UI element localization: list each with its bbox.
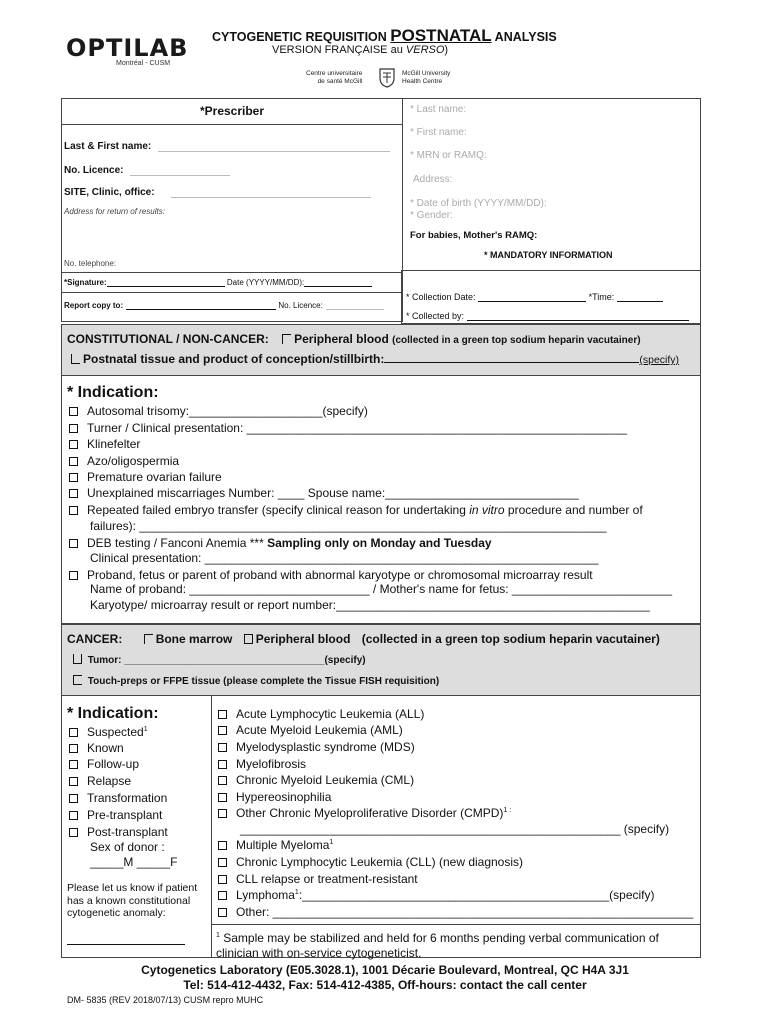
ind-embryo-label: Repeated failed embryo transfer (specify clinical reason for undertaking (87, 503, 466, 517)
version-prefix: VERSION FRANÇAISE au (272, 44, 403, 56)
indication-column-divider (211, 696, 212, 958)
ind2-cll[interactable] (218, 855, 523, 869)
collection-date-row (406, 292, 663, 302)
version-italic: VERSO (405, 44, 445, 56)
checkbox[interactable] (69, 440, 78, 449)
peripheral-blood-option[interactable] (282, 332, 389, 346)
postnatal-tissue-row[interactable] (71, 351, 679, 366)
checkbox[interactable] (69, 794, 78, 803)
tumor-row[interactable] (73, 654, 366, 666)
report-licence-field[interactable] (326, 309, 384, 310)
patient-address[interactable]: Address: (413, 174, 453, 185)
site-label: SITE, Clinic, office: (64, 187, 155, 198)
ind2-myeloma-label: Multiple Myeloma (236, 838, 330, 852)
ind-deb-bold: Sampling only on Monday and Tuesday (267, 536, 492, 550)
cusm-left-line1: Centre universitaire (306, 70, 363, 77)
sex-donor-label: Sex of donor : (90, 840, 165, 854)
bone-marrow-option[interactable] (144, 632, 233, 646)
signature-label: *Signature: (64, 278, 107, 287)
ind-clinical-presentation: Clinical presentation: ___________________________________________________________ (90, 551, 599, 565)
title-prefix: CYTOGENETIC REQUISITION (212, 30, 387, 44)
footnote-text: Sample may be stabilized and held for 6 months pending verbal communication of clinician with on-service cytogeneticist. (216, 931, 659, 960)
licence-row (64, 165, 230, 176)
checkbox[interactable] (218, 841, 227, 850)
ind-autosomal-label: Autosomal trisomy:____________________(specify) (87, 404, 368, 418)
site-row (64, 187, 371, 198)
prescriber-divider-1 (61, 272, 403, 273)
ind2-known[interactable] (69, 741, 124, 755)
checkbox[interactable] (69, 506, 78, 515)
checkbox[interactable] (69, 744, 78, 753)
cusm-right-line2: Health Centre (402, 78, 443, 85)
touch-preps-row[interactable] (73, 675, 439, 687)
date-field[interactable] (304, 286, 372, 287)
bone-marrow-label: Bone marrow (155, 632, 233, 646)
ind2-cmpd-label: Other Chronic Myeloproliferative Disorder (CMPD) (236, 806, 504, 820)
ind2-posttransplant-label: Post-transplant (87, 825, 168, 839)
ind-azo-label: Azo/oligospermia (87, 454, 180, 468)
cusm-left-line2: de santé McGill (317, 78, 363, 85)
tumor-checkbox[interactable] (73, 654, 82, 664)
anomaly-field[interactable] (67, 944, 185, 945)
collected-by-row (406, 311, 689, 321)
version-suffix: ) (444, 44, 449, 56)
postnatal-specify: (specify) (639, 354, 680, 366)
collected-by-field[interactable] (467, 320, 689, 321)
ind-miscarriages-label: Unexplained miscarriages Number: ____ Spouse name:_____________________________ (87, 486, 579, 500)
ind-embryo[interactable] (69, 503, 643, 517)
ind2-lymphoma-specify[interactable]: :______________________________________________(specify) (298, 888, 655, 902)
ind2-hypereosinophilia[interactable] (218, 790, 331, 804)
ind-name-proband: Name of proband: ___________________________ / Mother's name for fetus: ________________________ (90, 582, 673, 596)
bone-marrow-checkbox[interactable] (144, 634, 153, 644)
ind2-transformation-label: Transformation (87, 791, 168, 805)
ind-turner-label: Turner / Clinical presentation: _________________________________________________________ (87, 421, 628, 435)
collection-date-field[interactable] (478, 301, 586, 302)
ind-deb-label: DEB testing / Fanconi Anemia *** (87, 536, 264, 550)
footer-address: Cytogenetics Laboratory (E05.3028.1), 1001 Décarie Boulevard, Montreal, QC H4A 3J1 (141, 963, 629, 977)
ind2-relapse[interactable] (69, 774, 131, 788)
postnatal-tissue-checkbox[interactable] (71, 354, 80, 364)
checkbox[interactable] (69, 424, 78, 433)
cancer-peripheral-option[interactable] (244, 632, 351, 646)
ind-klinefelter-label: Klinefelter (87, 437, 141, 451)
checkbox[interactable] (69, 407, 78, 416)
patient-dob[interactable]: * Date of birth (YYYY/MM/DD): (410, 198, 547, 209)
ind2-cll-relapse[interactable] (218, 872, 418, 886)
checkbox[interactable] (218, 726, 227, 735)
ind2-transformation[interactable] (69, 791, 167, 805)
report-licence-label: No. Licence: (278, 301, 323, 310)
ind-karyotype: Karyotype/ microarray result or report number:_______________________________________________ (90, 598, 650, 612)
ind2-myelofibrosis[interactable] (218, 757, 306, 771)
address-note: Address for return of results: (64, 207, 165, 216)
tumor-label: Tumor: ____________________________________(specify) (87, 655, 366, 666)
checkbox[interactable] (69, 539, 78, 548)
touch-preps-checkbox[interactable] (73, 675, 82, 685)
ind-embryo-italic: in vitro (469, 503, 505, 517)
optilab-logo: OPTILAB (66, 34, 189, 62)
footer-contact: Tel: 514-412-4432, Fax: 514-412-4385, Off-hours: contact the call center (183, 978, 587, 992)
document-id: DM- 5835 (REV 2018/07/13) CUSM repro MUHC (67, 995, 264, 1005)
checkbox[interactable] (218, 891, 227, 900)
checkbox[interactable] (218, 875, 227, 884)
checkbox[interactable] (69, 828, 78, 837)
checkbox[interactable] (69, 728, 78, 737)
indication-title-1: * Indication: (67, 384, 159, 401)
prescriber-heading: *Prescriber (61, 98, 403, 125)
checkbox[interactable] (69, 571, 78, 580)
patient-last-name[interactable]: * Last name: (410, 104, 467, 115)
ind2-aml-label: Acute Myeloid Leukemia (AML) (236, 723, 403, 737)
ind2-cml[interactable] (218, 773, 414, 787)
peripheral-blood-label: Peripheral blood (294, 332, 389, 346)
checkbox[interactable] (69, 457, 78, 466)
checkbox[interactable] (69, 489, 78, 498)
report-copy-row (64, 301, 384, 310)
ind2-cll-relapse-label: CLL relapse or treatment-resistant (236, 872, 418, 886)
postnatal-tissue-label: Postnatal tissue and product of conception/stillbirth: (83, 352, 385, 366)
ind-failures: failures): ______________________________________________________________________ (90, 519, 607, 533)
touch-preps-label: Touch-preps or FFPE tissue (please complete the Tissue FISH requisition) (87, 676, 440, 687)
report-copy-field[interactable] (126, 309, 276, 310)
ind-proband-label: Proband, fetus or parent of proband with abnormal karyotype or chromosomal microarray result (87, 568, 593, 582)
signature-field[interactable] (107, 286, 225, 287)
ind2-all[interactable] (218, 707, 424, 721)
let-us-know-note: Please let us know if patient has a known constitutional cytogenetic anomaly: (67, 882, 198, 919)
ind2-pretransplant-label: Pre-transplant (87, 808, 163, 822)
collection-time-field[interactable] (617, 301, 663, 302)
ind2-pretransplant[interactable] (69, 808, 162, 822)
peripheral-blood-note: (collected in a green top sodium heparin vacutainer) (392, 335, 641, 346)
checkbox[interactable] (218, 710, 227, 719)
ind2-other-label: Other: _______________________________________________________________ (236, 905, 694, 919)
ind2-other[interactable] (218, 905, 693, 919)
ind2-myeloma[interactable]: Multiple Myeloma$^1$ (218, 838, 333, 852)
prescriber-name-label (64, 141, 390, 152)
ind-turner[interactable] (69, 421, 627, 435)
site-field[interactable] (171, 197, 371, 198)
collection-date-label: * Collection Date: (406, 292, 476, 302)
ind2-cml-label: Chronic Myeloid Leukemia (CML) (236, 773, 415, 787)
ind2-cmpd-specify[interactable]: _________________________________________________________ (specify) (240, 822, 670, 836)
title-postnatal: POSTNATAL (390, 26, 492, 45)
ind2-followup[interactable] (69, 757, 139, 771)
cancer-peripheral-note: (collected in a green top sodium heparin vacutainer) (361, 632, 660, 646)
ind2-all-label: Acute Lymphocytic Leukemia (ALL) (236, 707, 425, 721)
last-first-label: Last & First name: (64, 141, 152, 152)
licence-field[interactable] (130, 175, 230, 176)
ind2-relapse-label: Relapse (87, 774, 132, 788)
last-first-field[interactable] (158, 151, 390, 152)
ind-proband[interactable] (69, 568, 593, 582)
ind2-cmpd[interactable]: Other Chronic Myeloproliferative Disorder (CMPD)$^{1 :}$ (218, 806, 511, 820)
cancer-heading: CANCER: (67, 632, 123, 646)
patient-mrn[interactable]: * MRN or RAMQ: (410, 150, 487, 161)
ind2-aml[interactable] (218, 723, 403, 737)
ind2-hypereosinophilia-label: Hypereosinophilia (236, 790, 332, 804)
checkbox[interactable] (218, 776, 227, 785)
ind-premature-label: Premature ovarian failure (87, 470, 222, 484)
babies-ramq-label: For babies, Mother's RAMQ: (410, 230, 538, 241)
ind-azo[interactable] (69, 454, 179, 468)
ind-miscarriages[interactable] (69, 486, 579, 500)
footnote-divider (211, 924, 701, 925)
ind2-myelofibrosis-label: Myelofibrosis (236, 757, 307, 771)
checkbox[interactable] (69, 811, 78, 820)
ind2-known-label: Known (87, 741, 124, 755)
date-label: Date (YYYY/MM/DD): (226, 278, 305, 287)
ind2-posttransplant[interactable] (69, 825, 168, 839)
cusm-right-line1: McGill University (402, 70, 451, 77)
patient-first-name[interactable]: * First name: (410, 127, 467, 138)
ind2-cll-label: Chronic Lymphocytic Leukemia (CLL) (new diagnosis) (236, 855, 524, 869)
ind2-mds-label: Myelodysplastic syndrome (MDS) (236, 740, 415, 754)
ind-premature[interactable] (69, 470, 222, 484)
cancer-peripheral-checkbox[interactable] (244, 634, 253, 644)
cancer-row (67, 632, 660, 646)
logo-subtitle: Montréal - CUSM (116, 60, 171, 67)
constitutional-heading: CONSTITUTIONAL / NON-CANCER: (67, 332, 269, 346)
telephone-label: No. telephone: (64, 259, 117, 268)
title-suffix: ANALYSIS (494, 30, 557, 44)
ind2-lymphoma[interactable]: Lymphoma$^1$:______________________________________________(specify) (218, 888, 655, 902)
mcgill-shield-icon (379, 68, 395, 88)
checkbox[interactable] (218, 760, 227, 769)
patient-gender[interactable]: * Gender: (410, 210, 453, 221)
sex-donor-field[interactable]: _____M _____F (90, 855, 178, 869)
cancer-peripheral-label: Peripheral blood (255, 632, 351, 646)
checkbox[interactable] (218, 809, 227, 818)
form-title (212, 26, 557, 46)
ind2-suspected-label: Suspected (87, 725, 144, 739)
mandatory-info: * MANDATORY INFORMATION (484, 250, 613, 260)
checkbox[interactable] (218, 908, 227, 917)
ind-autosomal[interactable] (69, 404, 368, 418)
postnatal-tissue-field[interactable] (384, 351, 639, 363)
checkbox[interactable] (69, 473, 78, 482)
collection-time-label: *Time: (588, 292, 615, 302)
ind2-followup-label: Follow-up (87, 757, 140, 771)
checkbox[interactable] (69, 760, 78, 769)
cusm-english (402, 70, 450, 86)
prescriber-divider-2 (61, 292, 403, 293)
report-copy-label: Report copy to: (64, 301, 124, 310)
ind2-suspected[interactable]: Suspected$^1$ (69, 725, 148, 739)
collected-by-label: * Collected by: (406, 311, 465, 321)
ind-klinefelter[interactable] (69, 437, 140, 451)
footnote: $^1$ Sample may be stabilized and held for 6 months pending verbal communication of clinician with on-service cytogeneticist. (216, 931, 659, 960)
checkbox[interactable] (218, 743, 227, 752)
checkbox[interactable] (218, 858, 227, 867)
cusm-french (306, 70, 362, 86)
indication-title-2: * Indication: (67, 705, 159, 722)
version-note (272, 44, 448, 56)
peripheral-blood-checkbox[interactable] (282, 334, 291, 344)
signature-row (64, 278, 372, 287)
ind-deb[interactable] (69, 536, 492, 550)
ind2-mds[interactable] (218, 740, 415, 754)
constitutional-row (67, 332, 641, 346)
ind2-lymphoma-label: Lymphoma (236, 888, 295, 902)
checkbox[interactable] (218, 793, 227, 802)
checkbox[interactable] (69, 777, 78, 786)
licence-label: No. Licence: (64, 165, 124, 176)
ind-embryo-rest: procedure and number of (507, 503, 643, 517)
